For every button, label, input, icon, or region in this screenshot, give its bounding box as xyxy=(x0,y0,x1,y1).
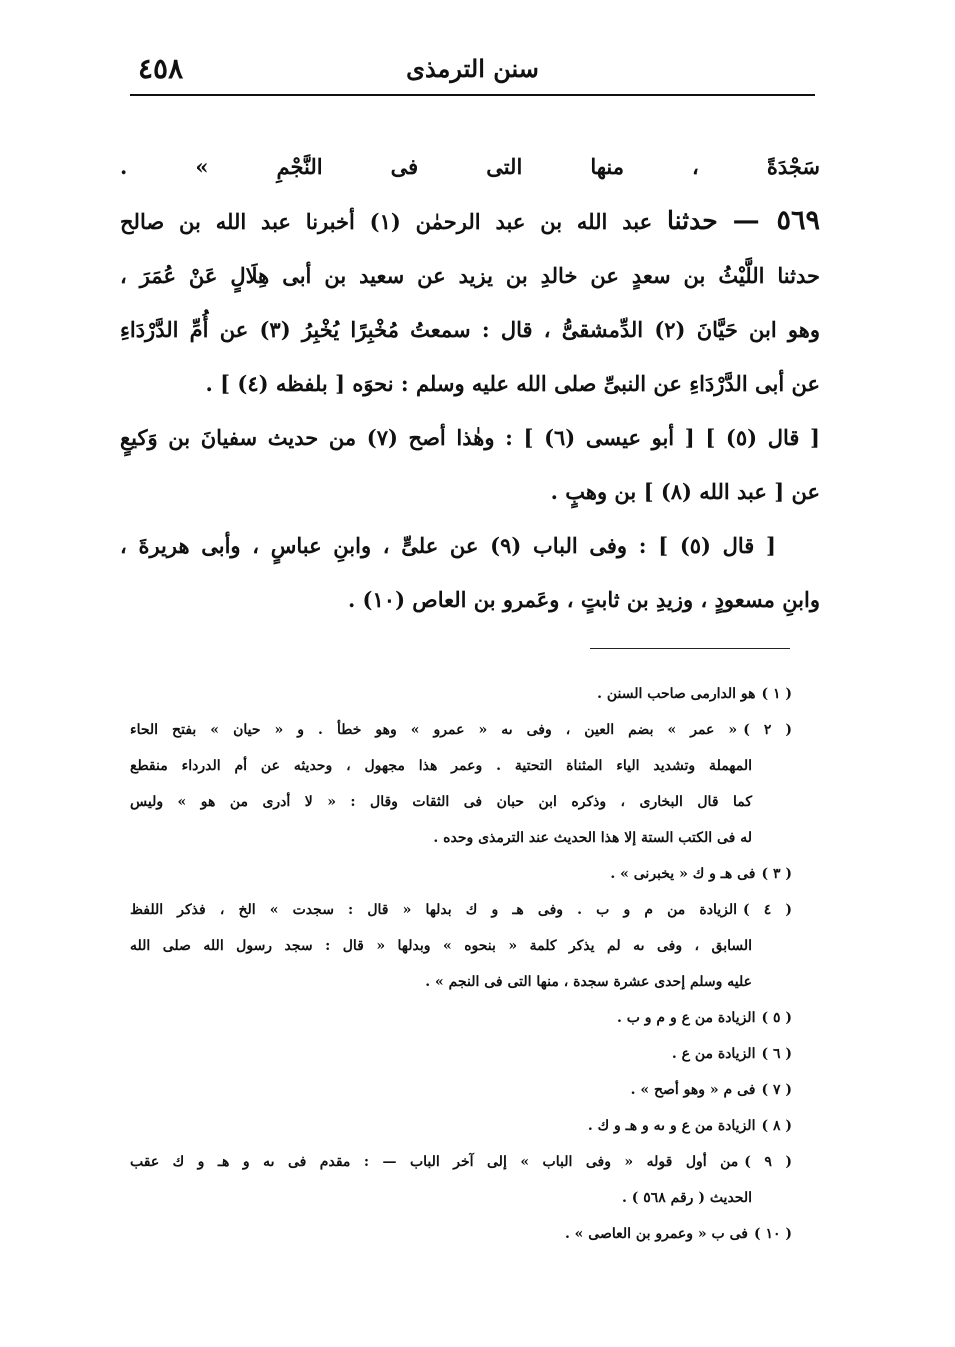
text-line: عن أبى الدَّرْدَاءِ عن النبىِّ صلى الله عليه وسلم : نحوَه [ بلفظه (٤) ] . xyxy=(205,371,820,396)
haddathana-word: حدثنا xyxy=(666,206,718,235)
footnote-text: فى م « وهو أصح » . xyxy=(630,1082,756,1098)
footnote-number: ( ١٠ ) xyxy=(753,1226,792,1242)
footnote-text: الزيادة من ع و م و ب . xyxy=(616,1010,756,1026)
text-segment: أخبرنا عبد الله بن صالح xyxy=(120,209,355,234)
footnote-number: ( ٨ ) xyxy=(761,1118,792,1134)
footnote-continuation: له فى الكتب الستة إلا هذا الحديث عند الترمذى وحده . xyxy=(433,830,752,846)
footnote-text: « عمر » بضم العين ، وفى ىه « عمرو » وهو خطأ . و « حيان » بفتح الحاء xyxy=(130,722,738,738)
hadith-text xyxy=(120,140,820,627)
page-header xyxy=(130,50,815,96)
footnote-continuation: المهملة وتشديد الياء المثناة التحتية . وعمر هذا مجهول ، وحديثه عن أم الدرداء منقطع xyxy=(130,758,752,774)
footnote-text: الزيادة من ع . xyxy=(671,1046,756,1062)
page-number: ٤٥٨ xyxy=(138,52,184,85)
text-line: وهو ابن حَيَّانَ (٢) الدِّمشقىُّ ، قال : سمعتُ مُخْبِرًا يُخْبِرُ (٣) عن أُمِّ الدَّرْدَاءِ xyxy=(120,317,820,342)
footnote-number: ( ١ ) xyxy=(761,686,792,702)
footnote-text: الزيادة من ع و ىه و هـ و ك . xyxy=(587,1118,756,1134)
footnote-text: هو الدارمى صاحب السنن . xyxy=(597,686,756,702)
hadith-opening-line xyxy=(120,194,820,249)
footnote xyxy=(130,1108,792,1144)
footnote-number: ( ٥ ) xyxy=(761,1010,792,1026)
footnote xyxy=(130,892,792,928)
footnote-number: ( ٩ ) xyxy=(744,1154,793,1170)
footnote xyxy=(130,856,792,892)
hadith-number: ٥٦٩ — xyxy=(732,205,821,236)
footnote-text: من أول قوله « وفى الباب » إلى آخر الباب — : مقدم فى ىه و هـ و ك عقب xyxy=(130,1154,739,1170)
footnote xyxy=(130,1144,792,1180)
footnote-text: الزيادة من م و ب . وفى هـ و ك بدلها « قال : سجدت » الخ ، فذكر اللفظ xyxy=(130,902,737,918)
footnote xyxy=(130,1000,792,1036)
footnote xyxy=(130,676,792,712)
footnote xyxy=(130,1216,792,1252)
footnote xyxy=(130,1072,792,1108)
footnote-number: ( ٤ ) xyxy=(742,902,793,918)
running-title: سنن الترمذى xyxy=(406,54,539,83)
text-line: سَجْدَةً ، منها التى فى النَّجْمِ » . xyxy=(120,154,820,179)
footnote-number: ( ٣ ) xyxy=(761,866,792,882)
text-line: حدثنا اللَّيْثُ بن سعدٍ عن خالدِ بن يزيد عن سعيد بن أبى هِلَالٍ عَنْ عُمَرَ ، xyxy=(120,263,820,288)
footnote-divider xyxy=(590,648,790,649)
footnotes xyxy=(130,676,792,1252)
text-line: عن [ عبد الله (٨) ] بن وهبٍ . xyxy=(550,479,820,504)
footnote-number: ( ٢ ) xyxy=(743,722,792,738)
footnote-text: فى هـ و ك « يخبرنى » . xyxy=(610,866,756,882)
narrator-name: عبد الله بن عبد الرحمٰن (١) xyxy=(369,209,653,234)
footnote xyxy=(130,1036,792,1072)
footnote-continuation: السابق ، وفى ىه لم يذكر كلمة « بنحوه » وبدلها « قال : سجد رسول الله صلى الله xyxy=(130,938,752,954)
text-line: وابنِ مسعودٍ ، وزيدِ بن ثابتٍ ، وعَمرو بن العاص (١٠) . xyxy=(347,587,820,612)
footnote-text: فى ب « وعمرو بن العاصى » . xyxy=(564,1226,748,1242)
text-line: [ قال (٥) ] [ أبو عيسى (٦) ] : وهٰذا أصح (٧) من حديث سفيانَ بن وَكيعٍ xyxy=(120,425,820,450)
footnote-continuation: كما قال البخارى ، وذكره ابن حبان فى الثقات وقال : « لا أدرى من هو » وليس xyxy=(130,794,752,810)
footnote-number: ( ٧ ) xyxy=(761,1082,792,1098)
footnote-number: ( ٦ ) xyxy=(761,1046,792,1062)
footnote xyxy=(130,712,792,748)
footnote-continuation: الحديث ( رقم ٥٦٨ ) . xyxy=(621,1190,752,1206)
footnote-continuation: عليه وسلم إحدى عشرة سجدة ، منها التى فى النجم » . xyxy=(425,974,752,990)
text-line: [ قال (٥) ] : وفى الباب (٩) عن علىٍّ ، وابنِ عباسٍ ، وأبى هريرةَ ، xyxy=(120,533,776,558)
